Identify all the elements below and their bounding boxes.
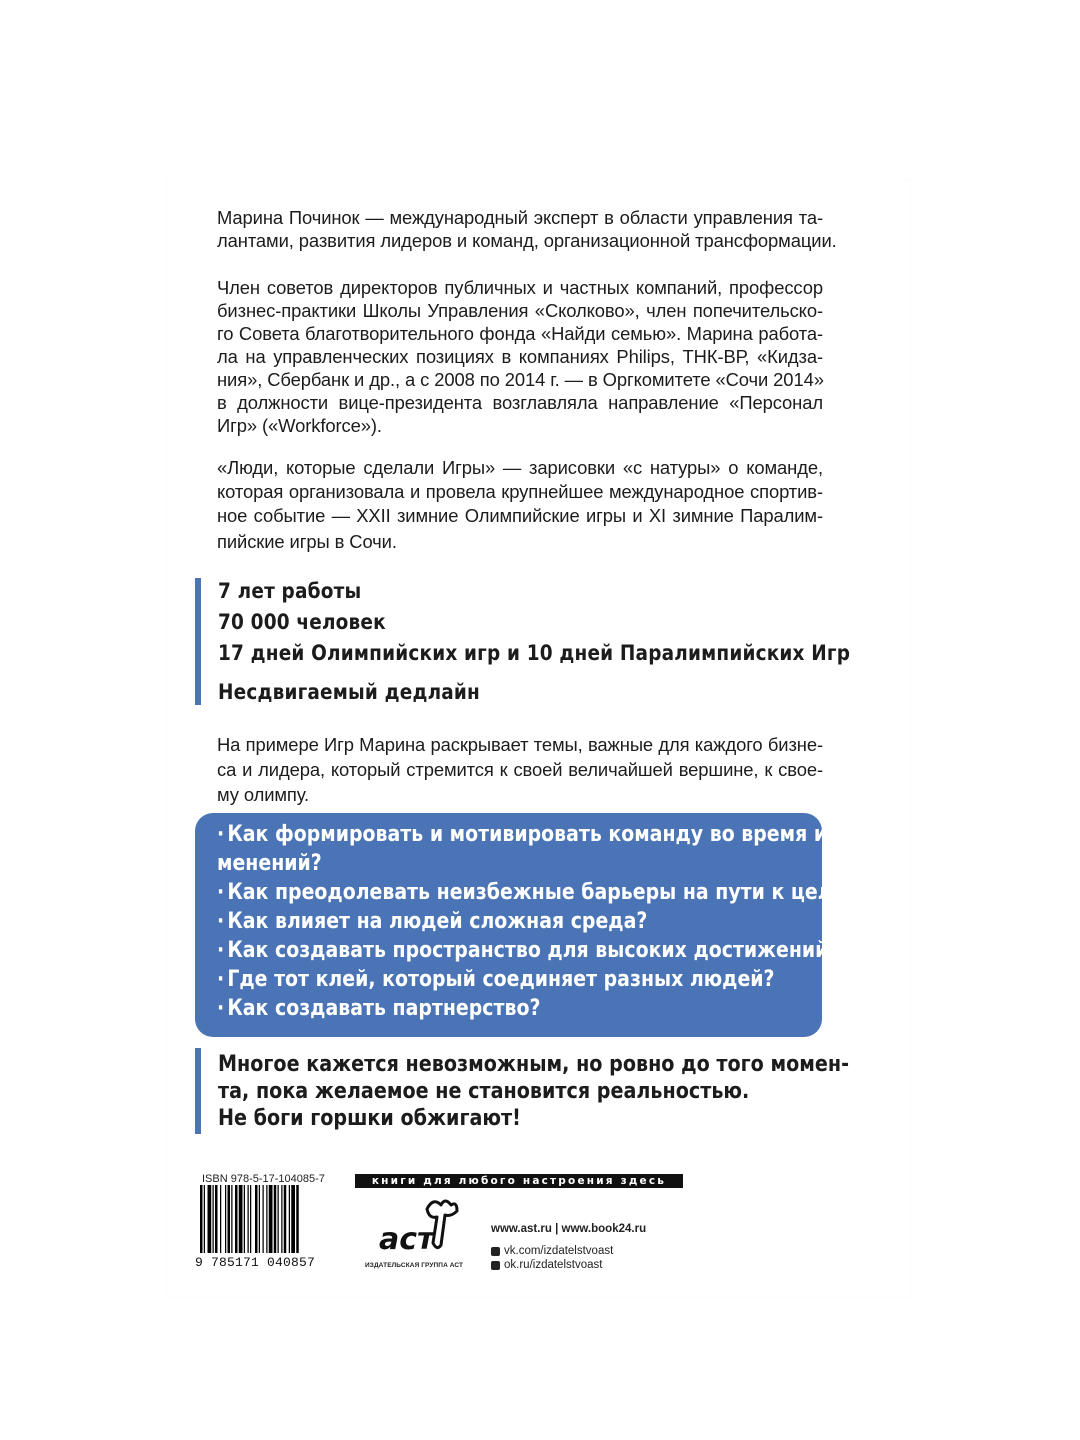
barcode-bar	[266, 1185, 267, 1253]
question-text: Где тот клей, который соединяет разных людей?	[227, 967, 775, 992]
barcode-bar	[204, 1185, 205, 1253]
barcode-bar	[248, 1185, 249, 1253]
question-text: Как создавать партнерство?	[227, 996, 541, 1021]
questions-box	[195, 813, 856, 1037]
author-bio	[217, 206, 837, 252]
barcode-bar	[263, 1185, 264, 1253]
publisher-tagline: книги для любого настроения здесь	[355, 1174, 683, 1188]
quote-line: Не боги горшки обжигают!	[218, 1106, 521, 1131]
barcode-bar	[255, 1185, 258, 1253]
barcode-bar	[244, 1185, 245, 1253]
themes-line: са и лидера, который стремится к своей величайшей вершине, к свое-	[217, 759, 823, 780]
question-item	[217, 936, 839, 965]
barcode-bar	[296, 1185, 299, 1253]
barcode-bar	[284, 1185, 287, 1253]
bullet-icon: ·	[217, 909, 225, 934]
quote-line: Многое кажется невозможным, но ровно до того момен-	[218, 1052, 850, 1077]
career-line: Игр» («Workforce»).	[217, 415, 382, 436]
book-back-cover	[167, 180, 910, 1297]
question-item	[217, 994, 540, 1023]
barcode-bar	[235, 1185, 238, 1253]
barcode-bar	[250, 1185, 251, 1253]
fact-days: 17 дней Олимпийских игр и 10 дней Паралимпийских Игр	[218, 641, 851, 665]
career-line: ния», Сбербанк и др., а с 2008 по 2014 г. — в Оргкомитете «Сочи 2014»	[217, 369, 824, 390]
barcode	[200, 1185, 330, 1253]
career-line: го Совета благотворительного фонда «Найди семью». Марина работа-	[217, 323, 823, 344]
websites-link[interactable]: www.ast.ru | www.book24.ru	[491, 1223, 647, 1235]
question-text: менений?	[217, 851, 322, 876]
fact-years: 7 лет работы	[218, 579, 362, 603]
isbn-label: ISBN 978-5-17-104085-7	[202, 1173, 325, 1185]
book-description	[217, 456, 823, 554]
description-line: «Люди, которые сделали Игры» — зарисовки «с натуры» о команде,	[217, 457, 823, 478]
barcode-bar	[228, 1185, 231, 1253]
barcode-bar	[200, 1185, 203, 1253]
key-facts-block	[195, 578, 851, 705]
themes-line: му олимпу.	[217, 784, 310, 805]
question-text: Как преодолевать неизбежные барьеры на пути к цели?	[227, 880, 856, 905]
author-bio-line: Марина Починок — международный эксперт в области управления та-	[217, 207, 823, 228]
barcode-bar	[278, 1185, 279, 1253]
barcode-bar	[208, 1185, 212, 1253]
publisher-caption: ИЗДАТЕЛЬСКАЯ ГРУППА АСТ	[365, 1262, 464, 1269]
career-line: в должности вице-президента возглавляла направление «Персонал	[217, 392, 823, 413]
logo-text: аст	[379, 1222, 435, 1257]
ok-link-text: ok.ru/izdatelstvoast	[504, 1259, 603, 1271]
bullet-icon: ·	[217, 967, 225, 992]
bullet-icon: ·	[217, 938, 225, 963]
barcode-bar	[274, 1185, 277, 1253]
themes-intro	[217, 732, 823, 807]
question-item	[217, 820, 846, 849]
description-line: ное событие — XXII зимние Олимпийские игры и XI зимние Паралим-	[217, 505, 823, 526]
fact-people: 70 000 человек	[218, 610, 386, 634]
vk-link[interactable]	[491, 1244, 646, 1258]
closing-quote	[195, 1048, 850, 1134]
barcode-bar	[281, 1185, 282, 1253]
author-bio-line: лантами, развития лидеров и команд, организационной трансформации.	[217, 230, 837, 251]
bullet-icon: ·	[217, 880, 225, 905]
question-item	[217, 965, 775, 994]
bullet-icon: ·	[217, 822, 225, 847]
publisher-links	[491, 1222, 646, 1272]
barcode-bar	[231, 1185, 232, 1253]
barcode-bar	[289, 1185, 290, 1253]
quote-line: та, пока желаемое не становится реальностью.	[218, 1079, 750, 1104]
barcode-bar	[291, 1185, 295, 1253]
question-item	[217, 907, 647, 936]
barcode-bar	[225, 1185, 226, 1253]
description-line: пийские игры в Сочи.	[217, 531, 397, 552]
question-text: Как формировать и мотивировать команду во время из-	[227, 822, 846, 847]
career-line: Член советов директоров публичных и частных компаний, профессор	[217, 277, 823, 298]
vk-icon	[491, 1247, 500, 1256]
career-line: бизнес-практики Школы Управления «Сколково», член попечительско-	[217, 300, 823, 321]
barcode-bar	[239, 1185, 243, 1253]
barcode-bar	[215, 1185, 218, 1253]
barcode-bar	[259, 1185, 260, 1253]
ok-icon	[491, 1261, 500, 1270]
ok-link[interactable]	[491, 1258, 646, 1272]
ast-logo-icon	[375, 1197, 467, 1257]
career-line: ла на управленческих позициях в компаниях Philips, ТНК-ВР, «Кидза-	[217, 346, 823, 367]
barcode-number: 9 785171 040857	[195, 1255, 316, 1270]
question-item	[217, 878, 856, 907]
barcode-bar	[220, 1185, 221, 1253]
question-text: Как влияет на людей сложная среда?	[227, 909, 648, 934]
question-text: Как создавать пространство для высоких достижений?	[227, 938, 840, 963]
barcode-bar	[269, 1185, 273, 1253]
bullet-icon: ·	[217, 996, 225, 1021]
themes-line: На примере Игр Марина раскрывает темы, важные для каждого бизне-	[217, 734, 823, 755]
description-line: которая организовала и провела крупнейшее международное спортив-	[217, 481, 823, 502]
question-item	[217, 849, 322, 878]
fact-deadline: Несдвигаемый дедлайн	[218, 680, 481, 704]
barcode-bar	[213, 1185, 214, 1253]
vk-link-text: vk.com/izdatelstvoast	[504, 1245, 614, 1257]
author-career	[217, 276, 823, 437]
